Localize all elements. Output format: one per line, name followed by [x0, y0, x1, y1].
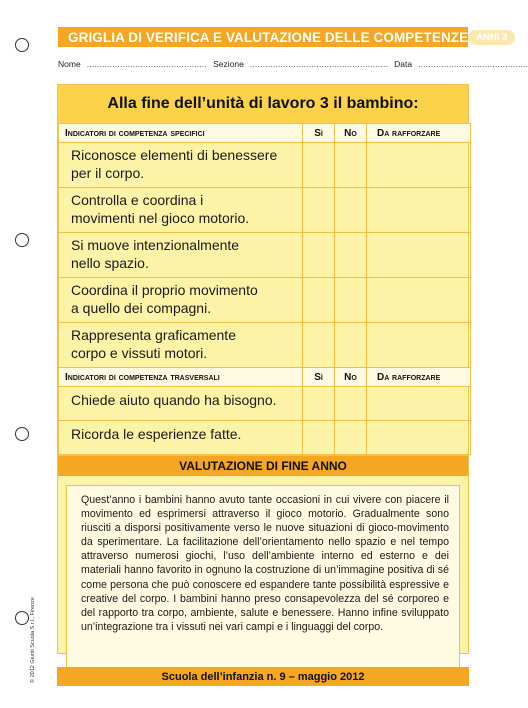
name-label: Nome [58, 59, 81, 69]
indicator-cell [59, 188, 303, 233]
indicator-cell: Chiede aiuto quando ha bisogno. [59, 387, 303, 421]
indicator-text: Si muove intenzionalmente [71, 237, 240, 253]
indicator-text: Rappresenta graficamente [71, 327, 236, 343]
page-title: GRIGLIA DI VERIFICA E VALUTAZIONE DELLE COMPETENZE [68, 29, 469, 45]
no-cell[interactable] [335, 323, 367, 368]
no-cell[interactable] [335, 421, 367, 455]
binder-hole-icon [15, 611, 29, 625]
footer-bar [57, 667, 469, 686]
binder-hole-icon [15, 233, 29, 247]
transversal-header: Indicatori di competenza trasversali [59, 368, 303, 387]
copyright-note: © 2012 Giunti Scuola S.r.l., Firenze [30, 597, 36, 683]
form-line [58, 59, 528, 69]
table-row [59, 278, 471, 323]
col-no-header: No [335, 368, 367, 387]
indicator-cell [59, 233, 303, 278]
no-cell[interactable] [335, 233, 367, 278]
section-field[interactable]: ...................................................... [249, 59, 389, 69]
indicator-cell: Ricorda le esperienze fatte. [59, 421, 303, 455]
table-row [59, 188, 471, 233]
indicator-text: Riconosce elementi di benessere [71, 147, 278, 163]
indicator-text: Controlla e coordina i [71, 192, 204, 208]
binder-hole-icon [15, 427, 29, 441]
evaluation-title: VALUTAZIONE DI FINE ANNO [58, 455, 468, 476]
binder-hole-icon [15, 38, 29, 52]
indicator-cell [59, 143, 303, 188]
yes-cell[interactable] [303, 143, 335, 188]
name-field[interactable]: ............................................... [86, 59, 208, 69]
indicator-text: a quello dei compagni. [71, 300, 212, 316]
col-reinforce-header: Da rafforzare [367, 124, 471, 143]
reinforce-cell[interactable] [367, 421, 471, 455]
footer-text: Scuola dell’infanzia n. 9 – maggio 2012 [161, 670, 365, 683]
indicator-text: movimenti nel gioco motorio. [71, 210, 250, 226]
transversal-header-row [59, 368, 471, 387]
table-row [59, 143, 471, 188]
reinforce-cell[interactable] [367, 188, 471, 233]
col-yes-header: Sì [303, 368, 335, 387]
age-badge: ANNI 3 [468, 30, 515, 45]
evaluation-text: Quest’anno i bambini hanno avuto tante occasioni in cui vivere con piacere il movimento ed esprimersi attraverso il gioco motorio. Gradualmente sono riusciti a disporsi positivamente verso le nuove situazioni di gioco-movimento da sperimentare. La facilitazione dell’orientamento nello spazio e nel tempo attraverso numerosi giochi, l’uso dell’ambiente interno ed esterno e dei materiali hanno favorito in ognuno la costruzione di un’immagine positiva di sé come persona che può conoscere ed espandere tante possibilità espressive e creative del corpo. I bambini hanno preso consapevolezza del sé corporeo e del rapporto tra corpo, ambiente, salute e benessere. Hanno infine sviluppato un’integrazione tra i vissuti nei vari campi e i linguaggi del corpo. [66, 485, 460, 671]
reinforce-cell[interactable] [367, 387, 471, 421]
reinforce-cell[interactable] [367, 233, 471, 278]
date-field[interactable]: ........................................... [418, 59, 528, 69]
indicator-text: nello spazio. [71, 255, 149, 271]
panel-title: Alla fine dell’unità di lavoro 3 il bambino: [58, 85, 468, 123]
evaluation-panel [57, 84, 469, 654]
indicator-text: corpo e vissuti motori. [71, 345, 208, 361]
col-no-header: No [335, 124, 367, 143]
table-row [59, 233, 471, 278]
table-row [59, 323, 471, 368]
yes-cell[interactable] [303, 421, 335, 455]
table-row [59, 421, 471, 455]
yes-cell[interactable] [303, 387, 335, 421]
yes-cell[interactable] [303, 188, 335, 233]
date-label: Data [394, 59, 413, 69]
yes-cell[interactable] [303, 278, 335, 323]
indicator-text: Coordina il proprio movimento [71, 282, 258, 298]
no-cell[interactable] [335, 188, 367, 233]
yes-cell[interactable] [303, 323, 335, 368]
no-cell[interactable] [335, 278, 367, 323]
yes-cell[interactable] [303, 233, 335, 278]
indicator-cell [59, 278, 303, 323]
indicator-text: per il corpo. [71, 165, 145, 181]
specific-header-row [59, 124, 471, 143]
col-reinforce-header: Da rafforzare [367, 368, 471, 387]
header-bar [58, 27, 508, 47]
reinforce-cell[interactable] [367, 278, 471, 323]
no-cell[interactable] [335, 143, 367, 188]
col-yes-header: Sì [303, 124, 335, 143]
reinforce-cell[interactable] [367, 143, 471, 188]
reinforce-cell[interactable] [367, 323, 471, 368]
no-cell[interactable] [335, 387, 367, 421]
table-row [59, 387, 471, 421]
indicator-cell [59, 323, 303, 368]
section-label: Sezione [213, 59, 244, 69]
competence-table [58, 123, 471, 455]
specific-header: Indicatori di competenza specifici [59, 124, 303, 143]
